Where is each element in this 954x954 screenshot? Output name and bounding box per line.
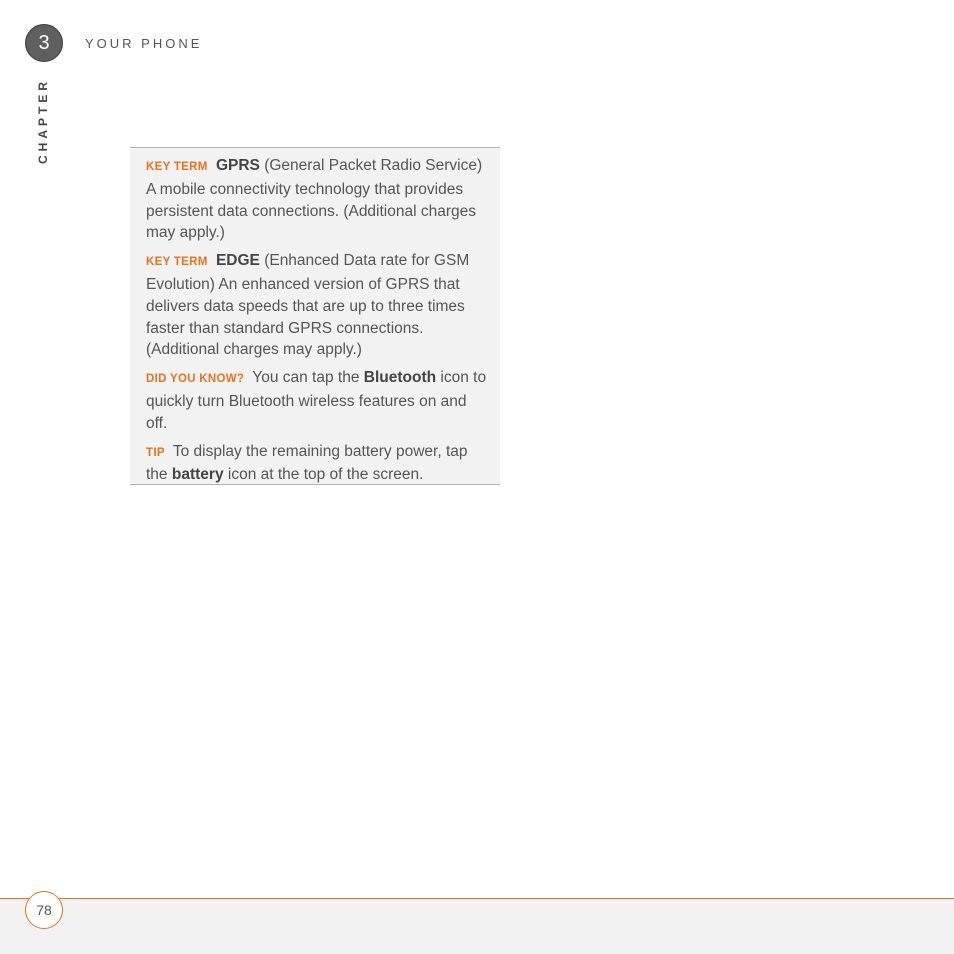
note-text: To display the remaining battery power, tap the xyxy=(146,442,468,484)
chapter-number-badge: 3 xyxy=(25,24,63,62)
key-term-edge xyxy=(146,250,488,361)
note-text: icon at the top of the screen. xyxy=(227,466,424,484)
note-label: TIP xyxy=(146,446,165,459)
section-title: YOUR PHONE xyxy=(85,36,203,51)
note-text: icon to quickly turn Bluetooth wireless features on and off. xyxy=(146,369,487,432)
note-text: You can tap the xyxy=(252,369,360,387)
sidebar-box xyxy=(130,147,500,485)
term-definition: (Enhanced Data rate for GSM Evolution) An enhanced version of GPRS that delivers data speeds that are up to three times faster than standard GPRS connections. (Additional charges may apply.) xyxy=(146,252,470,359)
note-keyword: battery xyxy=(171,466,224,484)
footer-band xyxy=(0,899,954,954)
note-label: KEY TERM xyxy=(146,161,208,173)
tip-note xyxy=(146,441,488,487)
chapter-vertical-label: CHAPTER xyxy=(36,77,50,164)
note-label: KEY TERM xyxy=(146,256,208,269)
note-keyword: Bluetooth xyxy=(363,369,437,387)
note-label: DID YOU KNOW? xyxy=(146,373,245,386)
term-name: GPRS xyxy=(215,157,260,174)
term-name: EDGE xyxy=(215,252,260,270)
page-number: 78 xyxy=(25,891,63,929)
did-you-know-note xyxy=(146,367,488,434)
term-definition: (General Packet Radio Service) A mobile connectivity technology that provides persistent data connections. (Additional charges may apply.) xyxy=(146,157,483,242)
key-term-gprs xyxy=(146,155,488,244)
